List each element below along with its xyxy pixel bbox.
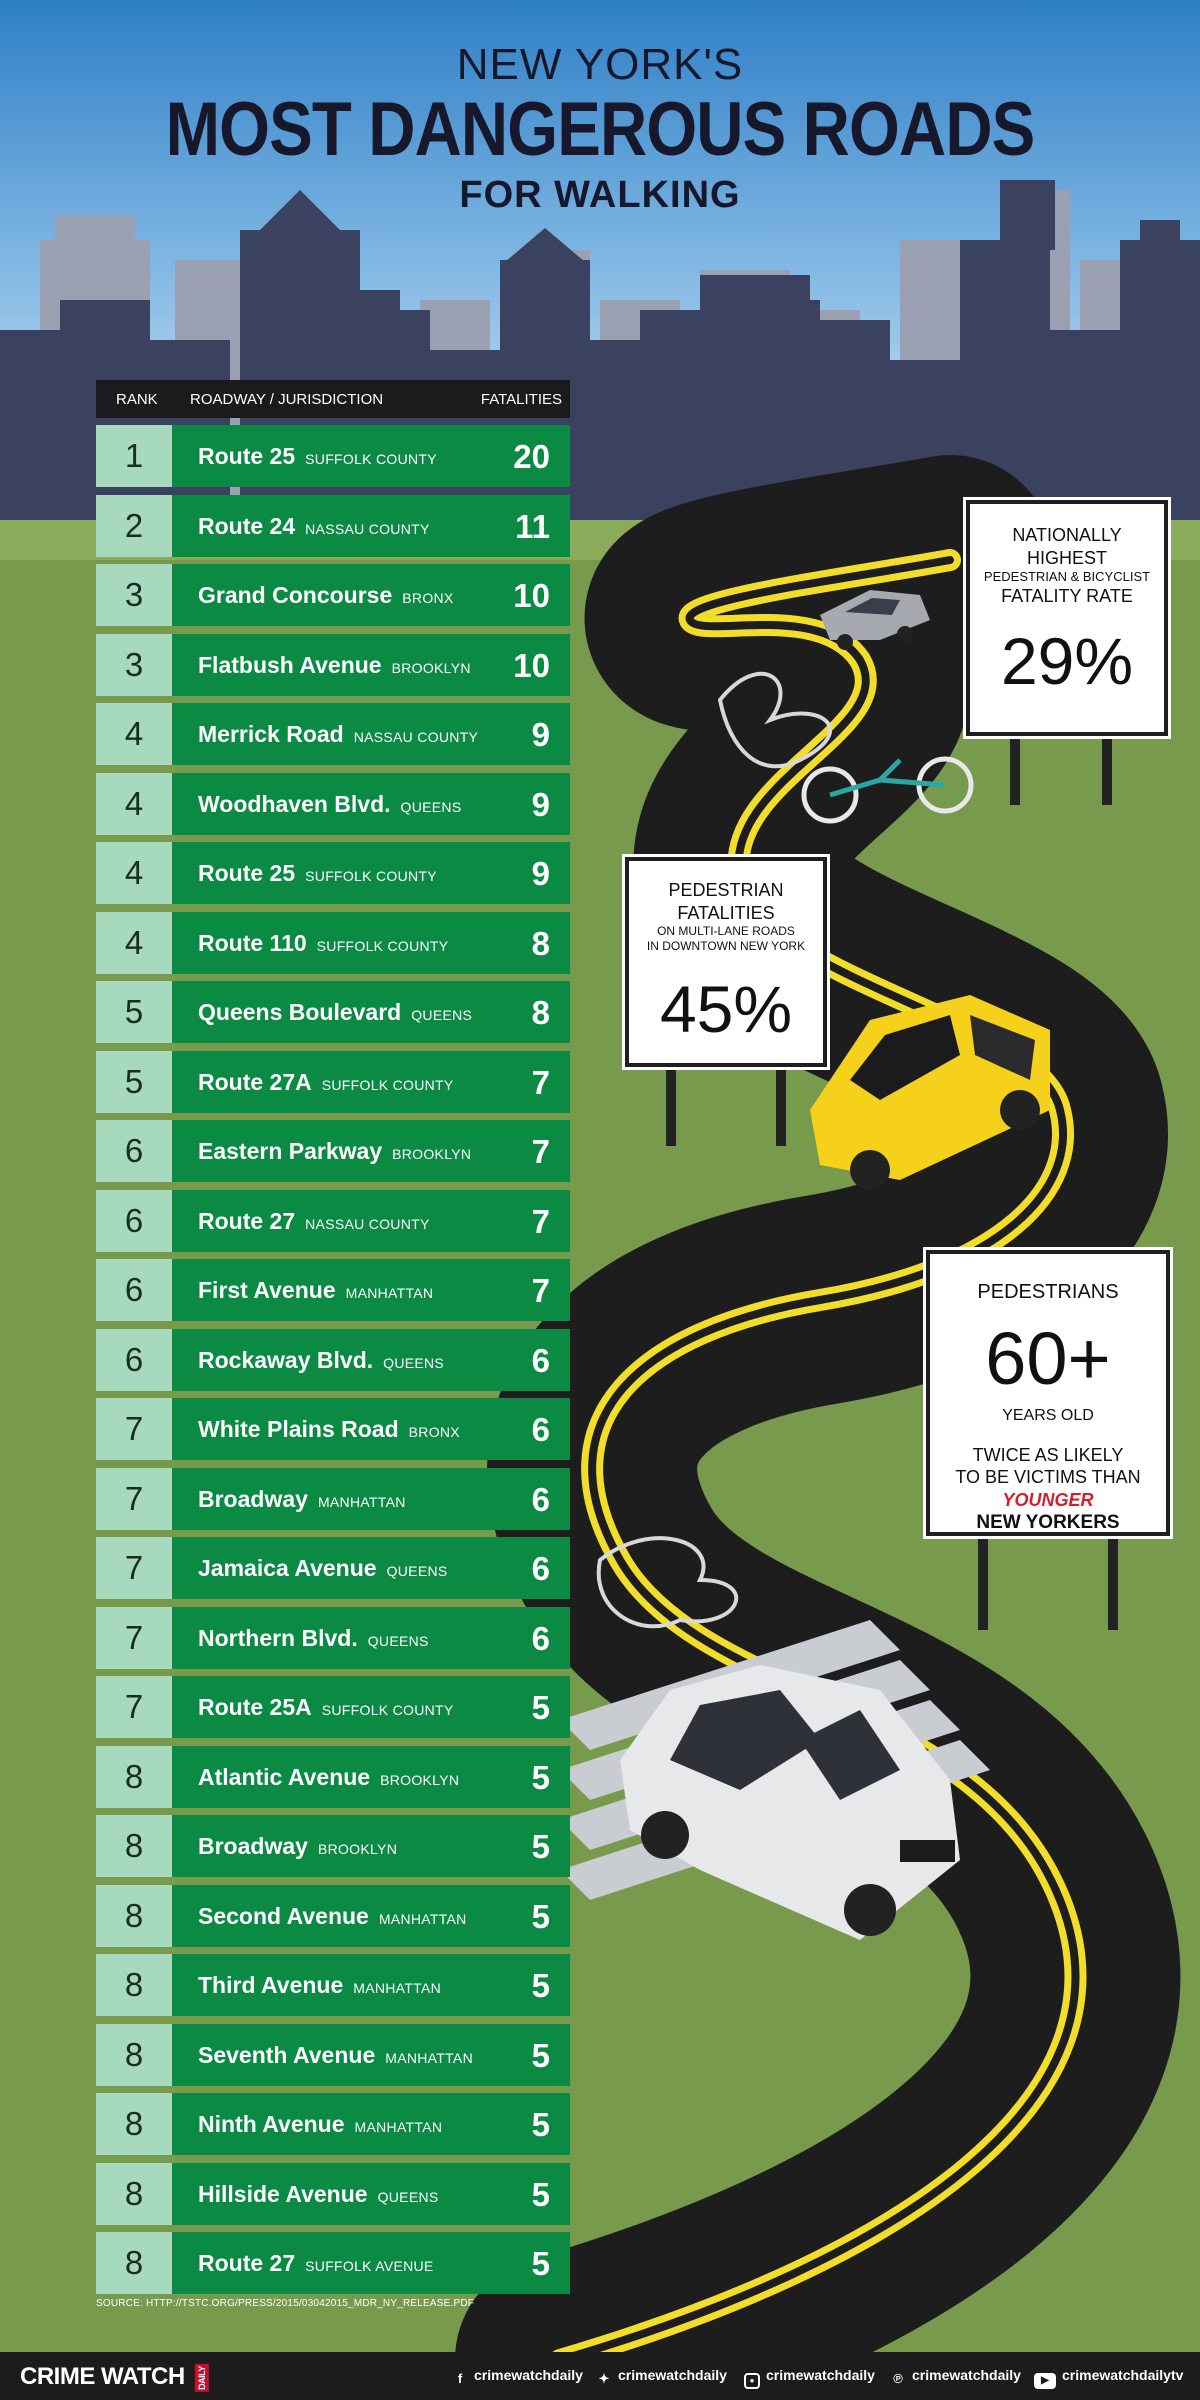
rankings-table: [96, 380, 570, 2302]
fatalities-value: 7: [531, 1202, 550, 1240]
table-row: [96, 1259, 570, 1321]
rank-cell: 4: [96, 842, 172, 904]
sign-seniors-l6: NEW YORKERS: [976, 1512, 1120, 1533]
jurisdiction-label: SUFFOLK COUNTY: [316, 937, 449, 954]
road-name: [198, 721, 478, 748]
fatalities-value: 10: [513, 646, 550, 684]
sign-seniors-value: 60+: [985, 1317, 1111, 1400]
sign-downtown-value: 45%: [659, 972, 793, 1046]
title-block: [0, 40, 1200, 217]
social-facebook[interactable]: [452, 2367, 583, 2387]
road-name: [198, 1069, 454, 1096]
road-label: White Plains Road: [198, 1416, 399, 1442]
sign-seniors-l5: YOUNGER: [1002, 1489, 1094, 1510]
road-cell: [172, 495, 570, 557]
road-name: [198, 1208, 430, 1235]
table-row: [96, 1676, 570, 1738]
road-name: [198, 1277, 433, 1304]
rank-cell: 2: [96, 495, 172, 557]
crime-watch-logo[interactable]: [20, 2363, 215, 2391]
twitter-icon: ✦: [598, 2371, 610, 2386]
jurisdiction-label: BROOKLYN: [317, 1841, 398, 1857]
rank-cell: 8: [96, 1885, 172, 1947]
source-citation: SOURCE: HTTP://TSTC.ORG/PRESS/2015/03042015_MDR_NY_RELEASE.PDF: [96, 2298, 475, 2309]
table-row: [96, 634, 570, 696]
brand-name: CRIME WATCH: [20, 2363, 185, 2390]
rank-cell: 6: [96, 1259, 172, 1321]
rank-cell: 4: [96, 912, 172, 974]
road-name: [198, 1972, 441, 1999]
road-cell: [172, 1885, 570, 1947]
sign-national-value: 29%: [1000, 623, 1134, 698]
fatalities-value: 6: [531, 1411, 550, 1448]
road-label: Route 25: [198, 443, 296, 469]
fatalities-value: 20: [513, 438, 550, 475]
rank-cell: 8: [96, 1746, 172, 1808]
fatalities-value: 7: [531, 1133, 550, 1170]
footer-bar: [0, 2352, 1200, 2400]
sign-downtown-l4: IN DOWNTOWN NEW YORK: [646, 939, 806, 953]
table-row: [96, 1329, 570, 1391]
jurisdiction-label: NASSAU COUNTY: [353, 729, 479, 745]
table-row: [96, 1746, 570, 1808]
road-label: Route 24: [198, 512, 296, 539]
pinterest-icon: ℗: [893, 2371, 903, 2386]
table-header: [96, 380, 570, 418]
jurisdiction-label: SUFFOLK COUNTY: [321, 1076, 454, 1093]
road-name: [198, 1138, 471, 1165]
fatalities-value: 5: [531, 2175, 550, 2213]
road-cell: [172, 842, 570, 904]
sign-national-l3: PEDESTRIAN & BICYCLIST: [983, 569, 1151, 584]
jurisdiction-label: BROOKLYN: [392, 1146, 472, 1162]
rank-cell: 8: [96, 1815, 172, 1877]
table-row: [96, 425, 570, 487]
twitter-handle: crimewatchdaily: [618, 2367, 727, 2383]
road-label: Grand Concourse: [198, 582, 393, 608]
rank-cell: 7: [96, 1537, 172, 1599]
youtube-icon: ▶: [1034, 2373, 1056, 2389]
instagram-icon: ●: [744, 2373, 760, 2389]
road-cell: [172, 2024, 570, 2086]
road-cell: [172, 2163, 570, 2225]
road-cell: [172, 2232, 570, 2294]
fatalities-value: 5: [531, 1689, 550, 1726]
table-row: [96, 842, 570, 904]
rank-cell: 6: [96, 1190, 172, 1252]
road-label: Route 25A: [198, 1694, 312, 1720]
road-label: Route 27: [198, 2250, 296, 2276]
jurisdiction-label: MANHATTAN: [378, 1910, 467, 1927]
fatalities-value: 8: [531, 994, 550, 1031]
fatalities-value: 5: [531, 1897, 550, 1935]
road-label: Rockaway Blvd.: [198, 1346, 374, 1373]
rank-cell: 8: [96, 2024, 172, 2086]
fatalities-value: 7: [531, 1063, 550, 1101]
table-row: [96, 1885, 570, 1947]
jurisdiction-label: BROOKLYN: [380, 1771, 460, 1788]
fatalities-value: 6: [531, 1550, 550, 1587]
fatalities-value: 8: [531, 924, 550, 962]
road-name: [198, 2111, 442, 2138]
jurisdiction-label: QUEENS: [383, 1354, 445, 1371]
road-cell: [172, 1815, 570, 1877]
road-label: Ninth Avenue: [198, 2111, 345, 2137]
road-name: [198, 2250, 434, 2277]
road-name: [198, 652, 471, 679]
jurisdiction-label: MANHATTAN: [345, 1285, 434, 1301]
jurisdiction-label: QUEENS: [400, 798, 462, 815]
table-row: [96, 2163, 570, 2225]
jurisdiction-label: SUFFOLK AVENUE: [305, 2258, 434, 2274]
social-pinterest[interactable]: [890, 2367, 1021, 2387]
table-row: [96, 981, 570, 1043]
road-label: Broadway: [198, 1833, 308, 1859]
road-cell: [172, 1607, 570, 1669]
road-cell: [172, 1468, 570, 1530]
road-cell: [172, 1051, 570, 1113]
road-name: [198, 1833, 397, 1860]
fatalities-value: 9: [531, 855, 550, 892]
sign-downtown-fatalities: [625, 857, 827, 1067]
table-row: [96, 1468, 570, 1530]
road-name: [198, 1486, 406, 1513]
sign-seniors-l1: PEDESTRIANS: [977, 1281, 1119, 1303]
fatalities-value: 7: [531, 1272, 550, 1309]
table-row: [96, 1398, 570, 1460]
facebook-handle: crimewatchdaily: [474, 2367, 583, 2383]
jurisdiction-label: MANHATTAN: [317, 1493, 406, 1510]
road-name: [198, 1347, 444, 1374]
rank-cell: 1: [96, 425, 172, 487]
road-label: First Avenue: [198, 1277, 336, 1303]
instagram-handle: crimewatchdaily: [766, 2367, 875, 2383]
fatalities-value: 5: [531, 1758, 550, 1796]
road-cell: [172, 1676, 570, 1738]
table-row: [96, 1954, 570, 2016]
fatalities-value: 5: [531, 1967, 550, 2004]
rank-cell: 8: [96, 2232, 172, 2294]
road-cell: [172, 1954, 570, 2016]
road-cell: [172, 634, 570, 696]
jurisdiction-label: SUFFOLK COUNTY: [305, 868, 437, 884]
road-label: Jamaica Avenue: [198, 1555, 377, 1581]
road-label: Merrick Road: [198, 721, 344, 747]
jurisdiction-label: BRONX: [408, 1424, 460, 1440]
road-cell: [172, 703, 570, 765]
table-row: [96, 773, 570, 835]
road-name: [198, 443, 437, 470]
road-cell: [172, 1259, 570, 1321]
jurisdiction-label: MANHATTAN: [385, 2049, 473, 2066]
road-name: [198, 1625, 429, 1652]
jurisdiction-label: MANHATTAN: [354, 2119, 443, 2135]
rank-cell: 6: [96, 1120, 172, 1182]
table-row: [96, 912, 570, 974]
table-row: [96, 2093, 570, 2155]
header-roadway: ROADWAY / JURISDICTION: [190, 391, 384, 408]
road-name: [198, 513, 430, 540]
sign-national-l1: NATIONALLY: [1012, 525, 1122, 545]
table-row: [96, 703, 570, 765]
table-row: [96, 1607, 570, 1669]
social-instagram[interactable]: [744, 2367, 875, 2389]
jurisdiction-label: QUEENS: [367, 1632, 429, 1649]
fatalities-value: 9: [531, 785, 550, 823]
road-label: Third Avenue: [198, 1972, 344, 1998]
rank-cell: 7: [96, 1398, 172, 1460]
table-row: [96, 1120, 570, 1182]
fatalities-value: 6: [531, 1619, 550, 1657]
fatalities-value: 9: [531, 716, 550, 753]
youtube-handle: crimewatchdailytv: [1062, 2367, 1184, 2383]
road-label: Route 27A: [198, 1068, 312, 1095]
fatalities-value: 5: [531, 2245, 550, 2282]
title-line-3: FOR WALKING: [459, 174, 741, 216]
social-twitter[interactable]: [596, 2367, 727, 2387]
road-name: [198, 2181, 439, 2208]
fatalities-value: 6: [531, 1341, 550, 1379]
jurisdiction-label: QUEENS: [411, 1007, 473, 1023]
rank-cell: 4: [96, 703, 172, 765]
sign-national-l2: HIGHEST: [1026, 547, 1107, 568]
table-row: [96, 1190, 570, 1252]
road-cell: [172, 564, 570, 626]
road-label: Queens Boulevard: [198, 999, 402, 1025]
road-cell: [172, 1537, 570, 1599]
fatalities-value: 5: [531, 2036, 550, 2074]
fatalities-value: 10: [513, 577, 550, 614]
jurisdiction-label: BRONX: [402, 590, 454, 606]
fatalities-value: 6: [531, 1480, 550, 1518]
fatalities-value: 11: [515, 507, 550, 545]
jurisdiction-label: MANHATTAN: [353, 1980, 441, 1996]
road-label: Seventh Avenue: [198, 2041, 376, 2068]
table-row: [96, 2232, 570, 2294]
road-cell: [172, 1398, 570, 1460]
table-row: [96, 495, 570, 557]
road-name: [198, 1694, 454, 1721]
rank-cell: 8: [96, 1954, 172, 2016]
road-label: Route 25: [198, 860, 296, 886]
road-name: [198, 1764, 459, 1791]
sign-national-l4: FATALITY RATE: [1001, 586, 1133, 607]
rank-cell: 7: [96, 1676, 172, 1738]
road-name: [198, 1903, 467, 1930]
road-name: [198, 930, 448, 957]
rank-cell: 7: [96, 1607, 172, 1669]
table-row: [96, 564, 570, 626]
road-name: [198, 860, 437, 887]
facebook-icon: f: [457, 2371, 463, 2386]
road-label: Flatbush Avenue: [198, 651, 382, 678]
table-row: [96, 2024, 570, 2086]
road-cell: [172, 1746, 570, 1808]
jurisdiction-label: NASSAU COUNTY: [305, 1215, 430, 1232]
sign-national-rate: [966, 500, 1168, 736]
rank-cell: 8: [96, 2093, 172, 2155]
road-label: Atlantic Avenue: [198, 1763, 371, 1790]
road-label: Broadway: [198, 1485, 308, 1512]
rank-cell: 5: [96, 981, 172, 1043]
rank-cell: 3: [96, 564, 172, 626]
road-cell: [172, 773, 570, 835]
sign-seniors-l4: TO BE VICTIMS THAN: [955, 1467, 1141, 1487]
road-label: Northern Blvd.: [198, 1624, 358, 1651]
sign-seniors-l3: TWICE AS LIKELY: [972, 1444, 1124, 1465]
sign-seniors-l2: YEARS OLD: [1002, 1406, 1094, 1424]
social-youtube[interactable]: [1034, 2367, 1183, 2389]
road-label: Woodhaven Blvd.: [198, 790, 391, 817]
road-cell: [172, 1190, 570, 1252]
road-cell: [172, 2093, 570, 2155]
road-cell: [172, 912, 570, 974]
jurisdiction-label: QUEENS: [386, 1563, 448, 1579]
rank-cell: 6: [96, 1329, 172, 1391]
brand-tag: DAILY: [196, 2365, 207, 2390]
road-cell: [172, 1120, 570, 1182]
title-line-1: NEW YORK'S: [456, 40, 744, 89]
road-name: [198, 791, 461, 818]
sign-seniors: [926, 1250, 1170, 1536]
road-name: [198, 2042, 473, 2069]
road-cell: [172, 425, 570, 487]
road-label: Route 110: [198, 929, 307, 956]
jurisdiction-label: QUEENS: [377, 2188, 439, 2205]
header-fatalities: FATALITIES: [480, 391, 562, 408]
road-label: Route 27: [198, 1207, 296, 1234]
sign-downtown-l3: ON MULTI-LANE ROADS: [657, 924, 795, 938]
road-cell: [172, 981, 570, 1043]
rank-cell: 5: [96, 1051, 172, 1113]
sign-downtown-l1: PEDESTRIAN: [668, 880, 784, 900]
header-rank: RANK: [116, 391, 158, 408]
road-label: Second Avenue: [198, 1902, 369, 1929]
road-cell: [172, 1329, 570, 1391]
table-row: [96, 1051, 570, 1113]
jurisdiction-label: SUFFOLK COUNTY: [321, 1702, 454, 1718]
road-name: [198, 1555, 448, 1582]
table-row: [96, 1815, 570, 1877]
road-name: [198, 582, 454, 609]
fatalities-value: 5: [531, 1828, 550, 1865]
rank-cell: 3: [96, 634, 172, 696]
jurisdiction-label: BROOKLYN: [391, 659, 471, 676]
rank-cell: 4: [96, 773, 172, 835]
pinterest-handle: crimewatchdaily: [912, 2367, 1021, 2383]
table-row: [96, 1537, 570, 1599]
road-name: [198, 999, 472, 1026]
jurisdiction-label: NASSAU COUNTY: [305, 520, 430, 537]
fatalities-value: 5: [531, 2106, 550, 2143]
sign-downtown-l2: FATALITIES: [677, 902, 775, 923]
jurisdiction-label: SUFFOLK COUNTY: [305, 451, 437, 467]
rank-cell: 7: [96, 1468, 172, 1530]
road-label: Eastern Parkway: [198, 1138, 383, 1164]
table-body: [96, 425, 570, 2294]
road-name: [198, 1416, 460, 1443]
page-title: MOST DANGEROUS ROADS: [165, 87, 1035, 172]
road-label: Hillside Avenue: [198, 2180, 368, 2207]
rank-cell: 8: [96, 2163, 172, 2225]
